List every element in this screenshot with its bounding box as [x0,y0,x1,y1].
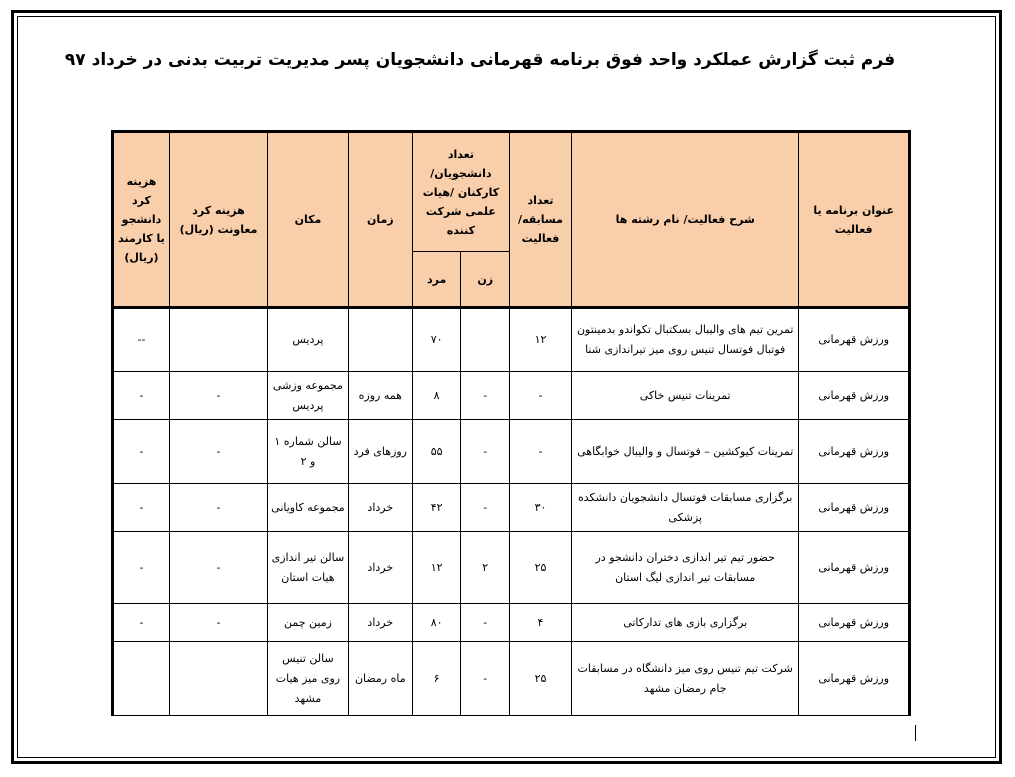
cell-female: - [461,642,510,716]
cell-time: روزهای فرد [348,420,412,484]
cell-count: ۴ [509,604,571,642]
cell-male: ۱۲ [412,532,461,604]
cell-time: خرداد [348,604,412,642]
cell-time: خرداد [348,484,412,532]
table-row [113,420,910,484]
cell-place: سالن تیر اندازی هیات استان [268,532,349,604]
table-row [113,484,910,532]
cell-count: ۱۲ [509,308,571,372]
cell-cost-deputy: - [169,532,267,604]
cell-time: همه روزه [348,372,412,420]
cell-cost-student [113,642,170,716]
cell-count: ۲۵ [509,532,571,604]
cell-program: ورزش قهرمانی [799,484,910,532]
cell-place: زمین چمن [268,604,349,642]
cell-time: خرداد [348,532,412,604]
cell-place: مجموعه کاویانی [268,484,349,532]
cell-female: - [461,604,510,642]
cell-male: ۸۰ [412,604,461,642]
header-program-title: عنوان برنامه یا فعالیت [799,132,910,308]
header-female: زن [461,252,510,308]
cell-female: - [461,420,510,484]
cell-cost-student: - [113,420,170,484]
cell-description: حضور تیم تیر اندازی دختران دانشجو در مسابقات تیر اندازی لیگ استان [572,532,799,604]
cell-cost-deputy [169,642,267,716]
table-row [113,372,910,420]
cell-place: سالن شماره ۱ و ۲ [268,420,349,484]
header-description: شرح فعالیت/ نام رشته ها [572,132,799,308]
cell-female [461,308,510,372]
table-body [113,308,910,716]
header-cost-deputy: هزینه کرد معاونت (ریال) [169,132,267,308]
cell-count: - [509,372,571,420]
header-place: مکان [268,132,349,308]
cell-cost-deputy: - [169,420,267,484]
cell-description: تمرینات کیوکشین – فوتسال و والیبال خوابگاهی [572,420,799,484]
cell-male: ۴۲ [412,484,461,532]
report-table [111,130,911,716]
cell-male: ۷۰ [412,308,461,372]
table-row [113,642,910,716]
table-row [113,604,910,642]
cell-time: ماه رمضان [348,642,412,716]
cell-place: پردیس [268,308,349,372]
table-row [113,532,910,604]
cell-description: برگزاری بازی های تدارکاتی [572,604,799,642]
cell-description: تمرینات تنیس خاکی [572,372,799,420]
cell-cost-deputy: - [169,604,267,642]
cell-place: مجموعه وزشی پردیس [268,372,349,420]
cell-program: ورزش قهرمانی [799,308,910,372]
cell-program: ورزش قهرمانی [799,532,910,604]
header-cost-student: هزینه کرد دانشجو یا کارمند (ریال) [113,132,170,308]
header-participants: تعداد دانشجویان/ کارکنان /هیات علمی شرکت کننده [412,132,509,252]
cell-place: سالن تنیس روی میز هیات مشهد [268,642,349,716]
cell-program: ورزش قهرمانی [799,642,910,716]
cell-count: ۲۵ [509,642,571,716]
form-title: فرم ثبت گزارش عملکرد واحد فوق برنامه قهرمانی دانشجویان پسر مدیریت تربیت بدنی در خرداد ۹۷ [64,50,896,70]
cell-female: - [461,372,510,420]
cell-count: - [509,420,571,484]
margin-mark [915,725,916,741]
header-time: زمان [348,132,412,308]
cell-cost-deputy: - [169,484,267,532]
header-male: مرد [412,252,461,308]
table-row [113,308,910,372]
cell-cost-student: - [113,372,170,420]
table-header [113,132,910,308]
cell-cost-deputy [169,308,267,372]
cell-male: ۸ [412,372,461,420]
cell-male: ۵۵ [412,420,461,484]
cell-female: - [461,484,510,532]
cell-cost-deputy: - [169,372,267,420]
cell-count: ۳۰ [509,484,571,532]
cell-description: برگزاری مسابقات فوتسال دانشجویان دانشکده پزشکی [572,484,799,532]
cell-description: تمرین تیم های والیبال بسکتبال تکواندو بدمینتون فوتبال فوتسال تنیس روی میز تیراندازی شنا [572,308,799,372]
cell-cost-student: - [113,484,170,532]
cell-male: ۶ [412,642,461,716]
cell-program: ورزش قهرمانی [799,372,910,420]
cell-program: ورزش قهرمانی [799,420,910,484]
cell-female: ۲ [461,532,510,604]
header-count: تعداد مسابقه/ فعالیت [509,132,571,308]
cell-cost-student: - [113,532,170,604]
cell-cost-student: -- [113,308,170,372]
cell-time [348,308,412,372]
cell-cost-student: - [113,604,170,642]
cell-description: شرکت تیم تنیس روی میز دانشگاه در مسابقات جام رمضان مشهد [572,642,799,716]
cell-program: ورزش قهرمانی [799,604,910,642]
